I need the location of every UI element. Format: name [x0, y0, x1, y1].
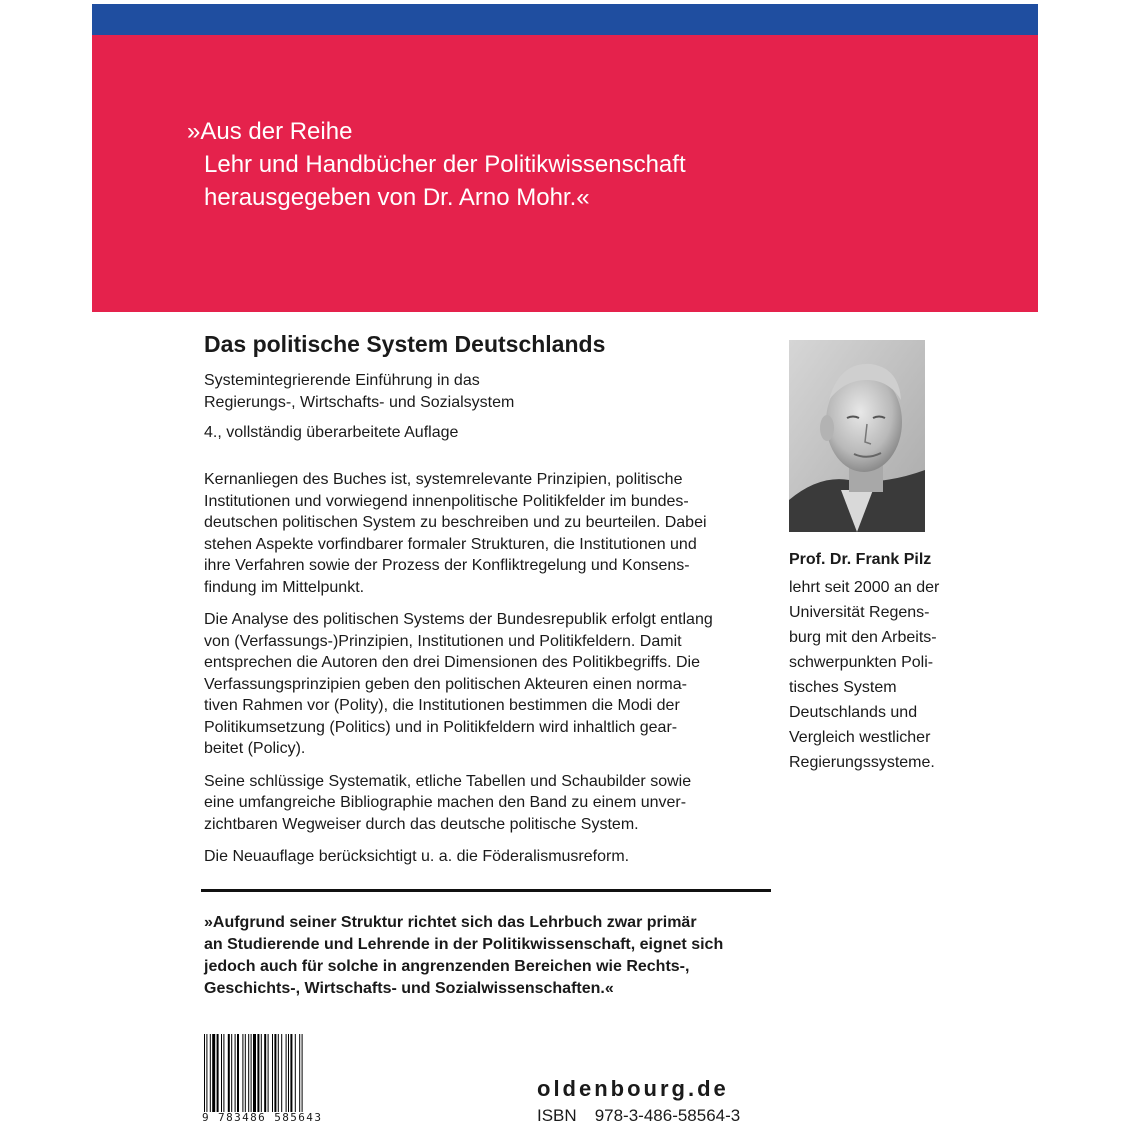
barcode-bar [242, 1034, 243, 1112]
barcode-bar [272, 1034, 273, 1112]
author-bio-line: Regierungssysteme. [789, 754, 935, 771]
author-bio [789, 575, 939, 775]
barcode-bar [223, 1034, 224, 1112]
barcode-bar [228, 1034, 230, 1112]
description-paragraph-3 [204, 771, 764, 836]
description-line: ihre Verfahren sowie der Prozess der Konfliktregelung und Konsens- [204, 557, 690, 574]
series-line-1: »Aus der Reihe [187, 118, 353, 145]
description-line: Politikumsetzung (Politics) und in Politikfeldern wird inhaltlich gear- [204, 718, 678, 736]
description-line: Die Neuauflage berücksichtigt u. a. die Föderalismusreform. [204, 848, 630, 865]
barcode-bar [248, 1034, 249, 1112]
author-bio-line: tisches System [789, 679, 897, 696]
book-title: Das politische System Deutschlands [204, 331, 606, 357]
barcode-bar [257, 1034, 259, 1112]
description-line: entsprechen die Autoren den drei Dimensionen des Politikbegriffs. Die [204, 654, 700, 671]
barcode-bar [281, 1034, 282, 1112]
barcode-bar [264, 1034, 266, 1112]
author-bio-line: Universität Regens- [789, 604, 930, 621]
description-paragraph-2 [204, 609, 764, 760]
author-bio-line: schwerpunkten Poli- [789, 654, 934, 671]
series-note [187, 115, 686, 214]
description-line: von (Verfassungs-)Prinzipien, Institutionen und Politikfeldern. Damit [204, 632, 682, 650]
author-bio-line: Vergleich westlicher [789, 729, 931, 746]
edition-note: 4., vollständig überarbeitete Auflage [204, 424, 459, 441]
isbn-barcode [202, 1034, 337, 1112]
barcode-bar [274, 1034, 276, 1112]
description-line: deutschen politischen System zu beschreiben und zu beurteilen. Dabei [204, 514, 707, 531]
barcode-bar [253, 1034, 256, 1112]
author-bio-line: burg mit den Arbeits- [789, 629, 937, 646]
barcode-digits: 9 783486 585643 [202, 1111, 323, 1124]
description-line: eine umfangreiche Bibliographie machen den Band zu einem unver- [204, 794, 687, 811]
barcode-bar [299, 1034, 300, 1112]
quote-line-1: »Aufgrund seiner Struktur richtet sich das Lehrbuch zwar primär [204, 914, 697, 931]
barcode-bar [245, 1034, 246, 1112]
quote-line-2: an Studierende und Lehrende in der Politikwissenschaft, eignet sich [204, 936, 724, 953]
barcode-bar [217, 1034, 219, 1112]
isbn-line [537, 1106, 740, 1126]
barcode-bar [268, 1034, 269, 1112]
description-line: Institutionen und vorwiegend innenpolitische Politikfelder im bundes- [204, 492, 689, 510]
subtitle-line-1: Systemintegrierende Einführung in das [204, 372, 480, 389]
barcode-bar [206, 1034, 207, 1112]
description-line: Seine schlüssige Systematik, etliche Tabellen und Schaubilder sowie [204, 772, 692, 790]
divider-rule [201, 889, 771, 892]
description-line: stehen Aspekte vorfindbarer formaler Strukturen, die Institutionen und [204, 535, 697, 553]
barcode-bar [288, 1034, 289, 1112]
description-line: Kernanliegen des Buches ist, systemrelevante Prinzipien, politische [204, 471, 683, 488]
review-quote [204, 912, 723, 1000]
description-line: tiven Rahmen vor (Polity), die Institutionen bestimmen die Modi der [204, 697, 680, 714]
barcode-bar [235, 1034, 236, 1112]
barcode-bar [231, 1034, 232, 1112]
series-line-2: Lehr und Handbücher der Politikwissenschaft [204, 151, 686, 178]
barcode-bar [221, 1034, 222, 1112]
series-line-3: herausgegeben von Dr. Arno Mohr.« [204, 184, 590, 211]
publisher-website: oldenbourg.de [537, 1076, 729, 1101]
barcode-bar [278, 1034, 279, 1112]
description-line: findung im Mittelpunkt. [204, 578, 365, 596]
subtitle-line-2: Regierungs-, Wirtschafts- und Sozialsystem [204, 394, 515, 411]
description-paragraph-4 [204, 846, 764, 868]
description-line: Verfassungsprinzipien geben den politischen Akteuren einen norma- [204, 675, 687, 693]
top-blue-stripe [92, 4, 1038, 35]
barcode-bar [286, 1034, 287, 1112]
book-subtitle [204, 370, 514, 414]
book-description [204, 469, 764, 879]
barcode-bar [210, 1034, 211, 1112]
quote-line-4: Geschichts-, Wirtschafts- und Sozialwissenschaften.« [204, 980, 614, 997]
isbn-label: ISBN [537, 1106, 577, 1125]
author-name: Prof. Dr. Frank Pilz [789, 551, 932, 568]
description-line: zichtbaren Wegweiser durch das deutsche politische System. [204, 815, 639, 833]
barcode-bar [302, 1034, 303, 1112]
author-bio-line: lehrt seit 2000 an der [789, 579, 940, 596]
barcode-bar [295, 1034, 296, 1112]
barcode-bar [204, 1034, 205, 1112]
author-photo [789, 340, 925, 532]
author-bio-line: Deutschlands und [789, 704, 918, 721]
barcode-bar [237, 1034, 239, 1112]
barcode-bar [212, 1034, 215, 1112]
barcode-bar [251, 1034, 252, 1112]
description-paragraph-1 [204, 469, 764, 598]
isbn-number: 978-3-486-58564-3 [594, 1106, 741, 1125]
description-line: Die Analyse des politischen Systems der Bundesrepublik erfolgt entlang [204, 611, 713, 628]
description-line: beitet (Policy). [204, 740, 306, 757]
quote-line-3: jedoch auch für solche in angrenzenden Bereichen wie Rechts-, [204, 958, 690, 975]
barcode-bar [261, 1034, 262, 1112]
barcode-bar [290, 1034, 292, 1112]
